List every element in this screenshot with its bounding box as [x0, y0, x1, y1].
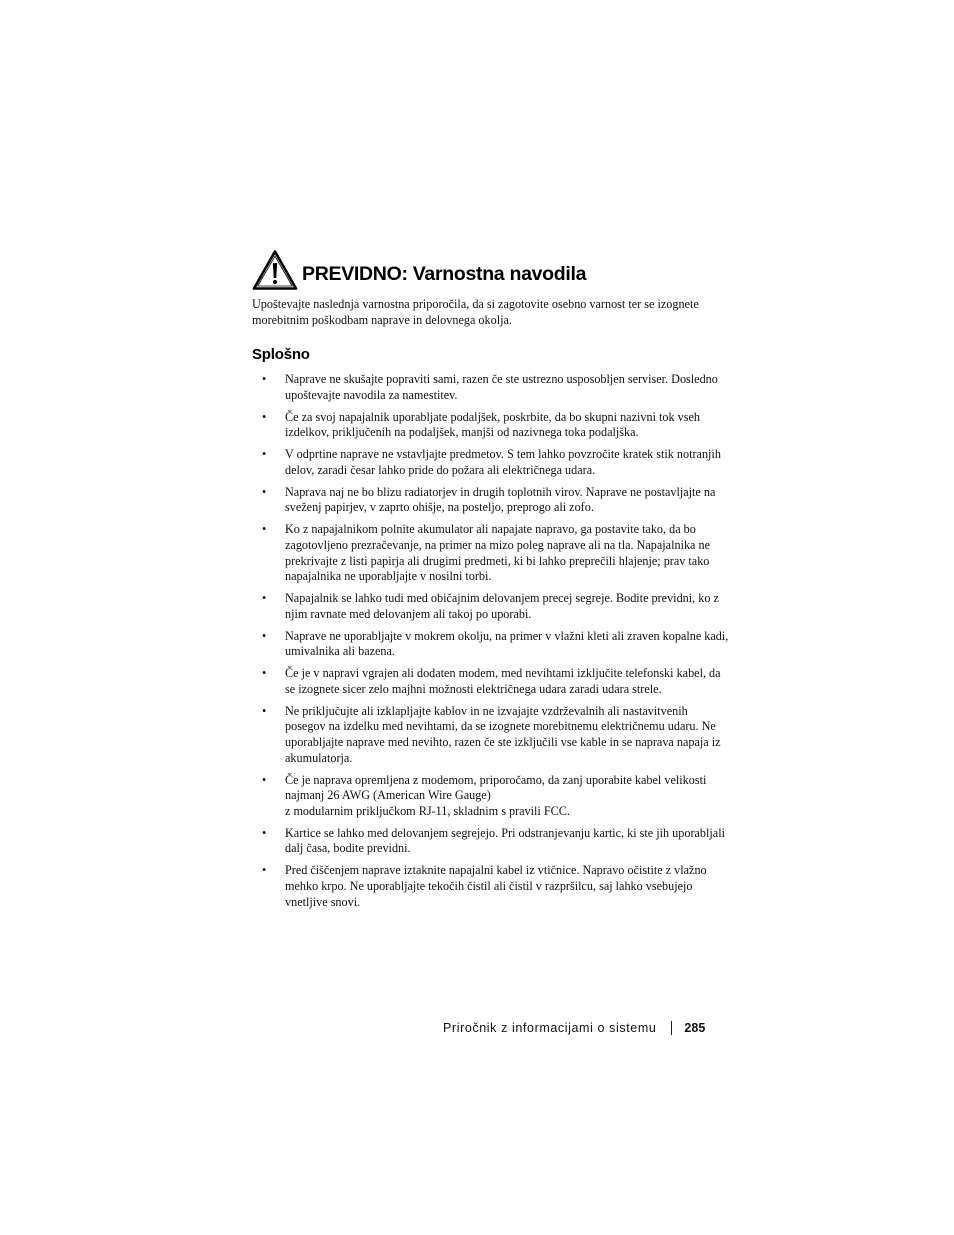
- list-item-text: Naprava naj ne bo blizu radiatorjev in drugih toplotnih virov. Naprave ne postavljajte na sveženj papirjev, v zaprto ohišje, na posteljo, preprogo ali zofo.: [285, 484, 716, 515]
- bullet-mark: •: [262, 372, 267, 386]
- list-item-text: Če je v napravi vgrajen ali dodaten modem, med nevihtami izključite telefonski kabel, da se izognete sicer zelo majhni možnosti električnega udara zaradi udara strele.: [285, 666, 721, 696]
- list-item: [252, 410, 730, 441]
- list-item-text: Če za svoj napajalnik uporabljate podaljšek, poskrbite, da bo skupni nazivni tok vseh izdelkov, priključenih na podaljšek, manjši od nazivnega toka podaljška.: [285, 409, 700, 440]
- bullet-mark: •: [262, 447, 267, 462]
- footer-title: Priročnik z informacijami o sistemu: [443, 1021, 657, 1035]
- bullet-mark: •: [262, 703, 267, 718]
- bullet-mark: •: [262, 772, 267, 787]
- list-item-text: Kartice se lahko med delovanjem segrejejo. Pri odstranjevanju kartic, ki ste jih uporabljali dalj časa, bodite previdni.: [285, 825, 725, 856]
- section-subtitle: Splošno: [252, 346, 310, 363]
- bullet-mark: •: [262, 591, 267, 606]
- list-item-text: Napajalnik se lahko tudi med običajnim delovanjem precej segreje. Bodite previdni, ko z njim ravnate med delovanjem ali takoj po uporabi.: [285, 591, 719, 621]
- list-item: [252, 863, 730, 910]
- warning-triangle-icon: [252, 249, 298, 291]
- safety-list: [252, 372, 730, 917]
- list-item: [252, 522, 730, 584]
- page-footer: [443, 1021, 705, 1035]
- list-item: [252, 629, 730, 660]
- list-item: [252, 447, 730, 478]
- list-item-text: V odprtine naprave ne vstavljajte predmetov. S tem lahko povzročite kratek stik notranjih delov, zaradi česar lahko pride do požara ali električnega udara.: [285, 447, 721, 477]
- list-item-text: Naprave ne uporabljajte v mokrem okolju, na primer v vlažni kleti ali zraven kopalne kadi, umivalnika ali bazena.: [285, 628, 729, 659]
- section-heading: [252, 249, 586, 291]
- bullet-mark: •: [262, 484, 267, 499]
- footer-divider: [671, 1021, 672, 1035]
- list-item: [252, 666, 730, 697]
- page-title: PREVIDNO: Varnostna navodila: [302, 262, 587, 285]
- list-item: [252, 704, 730, 766]
- list-item-text: Ko z napajalnikom polnite akumulator ali napajate napravo, ga postavite tako, da bo zagotovljeno prezračevanje, na primer na mizo poleg naprave ali na tla. Napajalnika ne prekrivajte z listi papirja ali drugimi predmeti, ki bi lahko preprečili hlajenje; prav tako napajalnika ne uporabljajte v nosilni torbi.: [285, 522, 711, 584]
- page-number: 285: [684, 1021, 706, 1035]
- list-item-text: Če je naprava opremljena z modemom, priporočamo, da zanj uporabite kabel velikosti najmanj 26 AWG (American Wire Gauge) z modularnim priključkom RJ-11, skladnim s pravili FCC.: [285, 772, 707, 818]
- bullet-mark: •: [262, 666, 267, 681]
- bullet-mark: •: [262, 409, 267, 424]
- list-item: [252, 485, 730, 516]
- list-item: [252, 372, 730, 403]
- bullet-mark: •: [262, 628, 267, 643]
- list-item-text: Ne priključujte ali izklapljajte kablov in ne izvajajte vzdrževalnih ali nastavitvenih posegov na izdelku med nevihtami, da se izognete morebitnemu električnemu udaru. Ne uporabljajte naprave med nevihto, razen če ste izključili vse kable in se naprava napaja iz akumulatorja.: [285, 703, 721, 765]
- list-item: [252, 591, 730, 622]
- intro-paragraph: Upoštevajte naslednja varnostna priporočila, da si zagotovite osebno varnost ter se izognete morebitnim poškodbam naprave in delovnega okolja.: [252, 297, 699, 327]
- list-item: [252, 826, 730, 857]
- bullet-mark: •: [262, 522, 267, 537]
- bullet-mark: •: [262, 863, 267, 878]
- list-item: [252, 773, 730, 820]
- bullet-mark: •: [262, 825, 267, 840]
- list-item-text: Pred čiščenjem naprave iztaknite napajalni kabel iz vtičnice. Napravo očistite z vlažno mehko krpo. Ne uporabljajte tekočih čistil ali čistil v razpršilcu, saj lahko vsebujejo vnetljive snovi.: [285, 863, 707, 909]
- list-item-text: Naprave ne skušajte popraviti sami, razen če ste ustrezno usposobljen serviser. Dosledno upoštevajte navodila za namestitev.: [285, 372, 718, 402]
